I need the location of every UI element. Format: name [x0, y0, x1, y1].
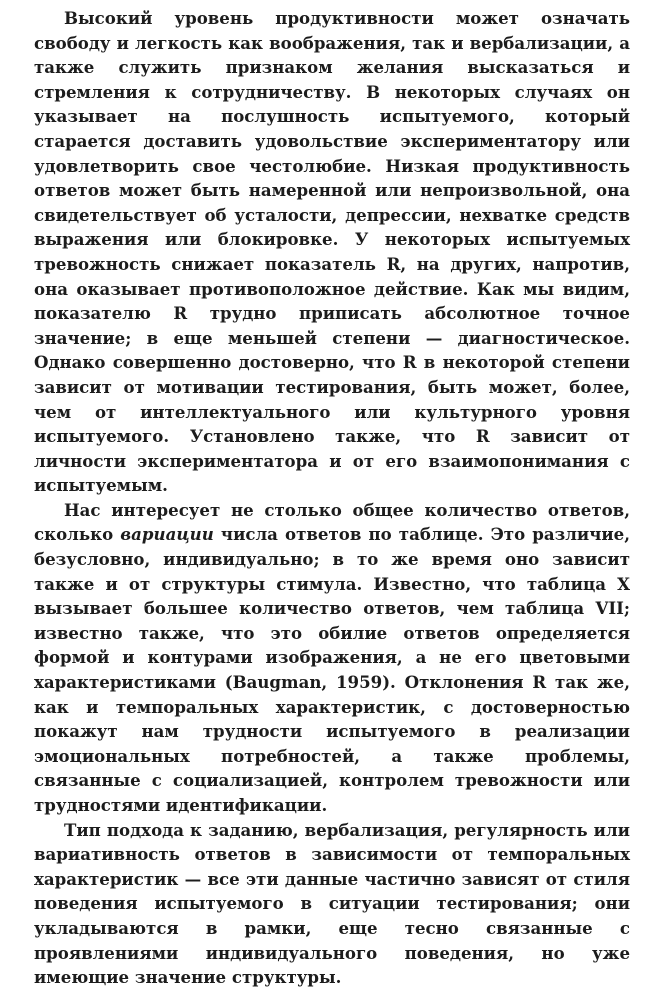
page-body — [34, 6, 630, 990]
paragraph-approach: Тип подхода к заданию, вербализация, регулярность или вариативность ответов в зависимости от темпоральных характеристик — все эти данные частично зависят от стиля поведения испытуемого в ситуации тестирования; они укладываются в рамки, еще тесно связанные с проявлениями индивидуального поведения, но уже имеющие значение структуры. — [34, 819, 630, 988]
paragraph-variation-rest: числа ответов по таблице. Это различие, безусловно, индивидуально; в то же время оно зависит также и от структуры стимула. Известно, что таблица X вызывает большее количество ответов, чем таблица VII; известно также, что это обилие ответов определяется формой и контурами изображения, а не его цветовыми характеристиками (Baugman, 1959). Отклонения R так же, как и темпоральных характеристик, с достоверностью покажут нам трудности испытуемого в реализации эмоциональных потребностей, а также проблемы, связанные с социализацией, контролем тревожности или трудностями идентификации. — [34, 524, 630, 815]
paragraph-variation-lead: Нас интересует не столько общее количество ответов, сколько — [34, 499, 630, 545]
paragraph-productivity: Высокий уровень продуктивности может означать свободу и легкость как воображения, так и вербализации, а также служить признаком желания высказаться и стремления к сотрудничеству. В некоторых случаях он указывает на послушность испытуемого, который старается доставить удовольствие экспериментатору или удовлетворить свое честолюбие. Низкая продуктивность ответов может быть намеренной или непроизвольной, она свидетельствует об усталости, депрессии, нехватке средств выражения или блокировке. У некоторых испытуемых тревожность снижает показатель R, на других, напротив, она оказывает противоположное действие. Как мы видим, показателю R трудно приписать абсолютное точное значение; в еще меньшей степени — диагностическое. Однако совершенно достоверно, что R в некоторой степени зависит от мотивации тестирования, быть может, более, чем от интеллектуального или культурного уровня испытуемого. Установлено также, что R зависит от личности экспериментатора и от его взаимопонимания с испытуемым. — [34, 8, 630, 496]
paragraph-variation — [34, 498, 630, 818]
emphasis-variations: вариации — [120, 524, 214, 545]
